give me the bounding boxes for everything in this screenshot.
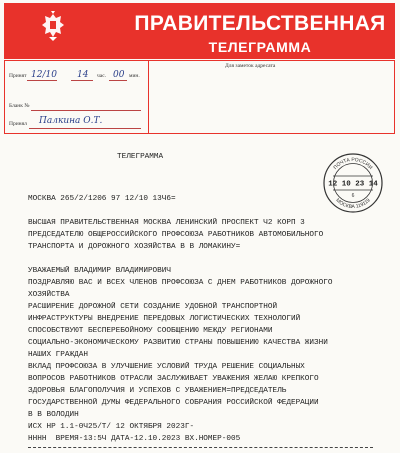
header-subtitle: ТЕЛЕГРАММА (208, 39, 312, 55)
received-label: Принят (9, 73, 27, 79)
hour-label: час. (97, 73, 107, 79)
received-day-line (27, 80, 57, 81)
address-line: ВЫСШАЯ ПРАВИТЕЛЬСТВЕННАЯ МОСКВА ЛЕНИНСКИЙ ПРОСПЕКТ Ч2 КОРП 3 (28, 219, 305, 227)
stamp-top-text: ПОЧТА РОССИИ (332, 156, 374, 171)
body-line: ЗДОРОВЬЯ БЛАГОПОЛУЧИЯ И УСПЕХОВ С УВАЖЕНИЕМ=ПРЕДСЕДАТЕЛЬ (28, 387, 287, 395)
form-left-panel (5, 61, 149, 133)
telegram-heading: ТЕЛЕГРАММА (117, 153, 164, 161)
body-line: УВАЖАЕМЫЙ ВЛАДИМИР ВЛАДИМИРОВИЧ (28, 267, 172, 275)
received-min: 00 (113, 70, 125, 80)
body-line: ИНФРАСТРУКТУРЫ ВНЕДРЕНИЕ ПЕРЕДОВЫХ ЛОГИСТИЧЕСКИХ ТЕХНОЛОГИЙ (28, 315, 301, 323)
footer-line: НННН ВРЕМЯ-13:5Ч ДАТА-12.10.2023 ВХ.НОМЕР-005 (28, 435, 241, 443)
postmark-stamp (322, 152, 384, 214)
min-label: мин. (129, 73, 140, 79)
body-line: ХОЗЯЙСТВА (28, 291, 70, 299)
received-min-line (109, 80, 127, 81)
body-line: В В ВОЛОДИН (28, 411, 79, 419)
header-title: ПРАВИТЕЛЬСТВЕННАЯ (134, 12, 386, 35)
body-line: ГОСУДАРСТВЕННОЙ ДУМЫ ФЕДЕРАЛЬНОГО СОБРАНИЯ РОССИЙСКОЙ ФЕДЕРАЦИИ (28, 399, 319, 407)
svg-text:ПОЧТА РОССИИ (333, 157, 374, 171)
notes-label: Для заметок адресата (225, 63, 276, 69)
telegram-header (4, 3, 395, 59)
accepted-signature: Палкина О.Т. (39, 116, 103, 126)
service-line: МОСКВА 265/2/1206 97 12/10 13Ч6= (28, 195, 176, 203)
accepted-label: Принял (9, 121, 27, 127)
address-line: ТРАНСПОРТА И ДОРОЖНОГО ХОЗЯЙСТВА В В ЛОМАКИНУ= (28, 243, 241, 251)
body-line: СОЦИАЛЬНО-ЭКОНОМИЧЕСКОМУ РАЗВИТИЮ СТРАНЫ ПОВЫШЕНИЮ КАЧЕСТВА ЖИЗНИ (28, 339, 328, 347)
received-day: 12/10 (31, 70, 57, 80)
body-line: СПОСОБСТВУЮТ БЕСПЕРЕБОЙНОМУ СООБЩЕНИЮ МЕЖДУ РЕГИОНАМИ (28, 327, 273, 335)
address-line: ПРЕДСЕДАТЕЛЮ ОБЩЕРОССИЙСКОГО ПРОФСОЮЗА РАБОТНИКОВ АВТОМОБИЛЬНОГО (28, 231, 324, 239)
body-line: ВКЛАД ПРОФСОЮЗА В УЛУЧШЕНИЕ УСЛОВИЙ ТРУДА РЕШЕНИЕ СОЦИАЛЬНЫХ (28, 363, 305, 371)
accepted-line (29, 128, 141, 129)
stamp-mark: 6 (351, 193, 355, 199)
form-box (4, 60, 395, 134)
blank-line (31, 110, 141, 111)
coat-of-arms-icon (40, 10, 66, 42)
stamp-bottom-text: МОСКВА 119119 (334, 197, 372, 211)
blank-label: Бланк № (9, 103, 30, 109)
body-line: ВОПРОСОВ РАБОТНИКОВ ОТРАСЛИ ЗАСЛУЖИВАЕТ УВАЖЕНИЯ ЖЕЛАЮ КРЕПКОГО (28, 375, 319, 383)
dashed-divider (28, 447, 373, 448)
body-line: ПОЗДРАВЛЯЮ ВАС И ВСЕХ ЧЛЕНОВ ПРОФСОЮЗА С ДНЕМ РАБОТНИКОВ ДОРОЖНОГО (28, 279, 333, 287)
body-line: НАШИХ ГРАЖДАН (28, 351, 88, 359)
stamp-date: 12 10 23 14 (328, 180, 378, 189)
footer-line: ИСХ НР 1.1-0Ч25/Т/ 12 ОКТЯБРЯ 2023Г- (28, 423, 195, 431)
received-hour: 14 (77, 70, 89, 80)
received-hour-line (71, 80, 93, 81)
body-line: РАСШИРЕНИЕ ДОРОЖНОЙ СЕТИ СОЗДАНИЕ УДОБНОЙ ТРАНСПОРТНОЙ (28, 303, 278, 311)
